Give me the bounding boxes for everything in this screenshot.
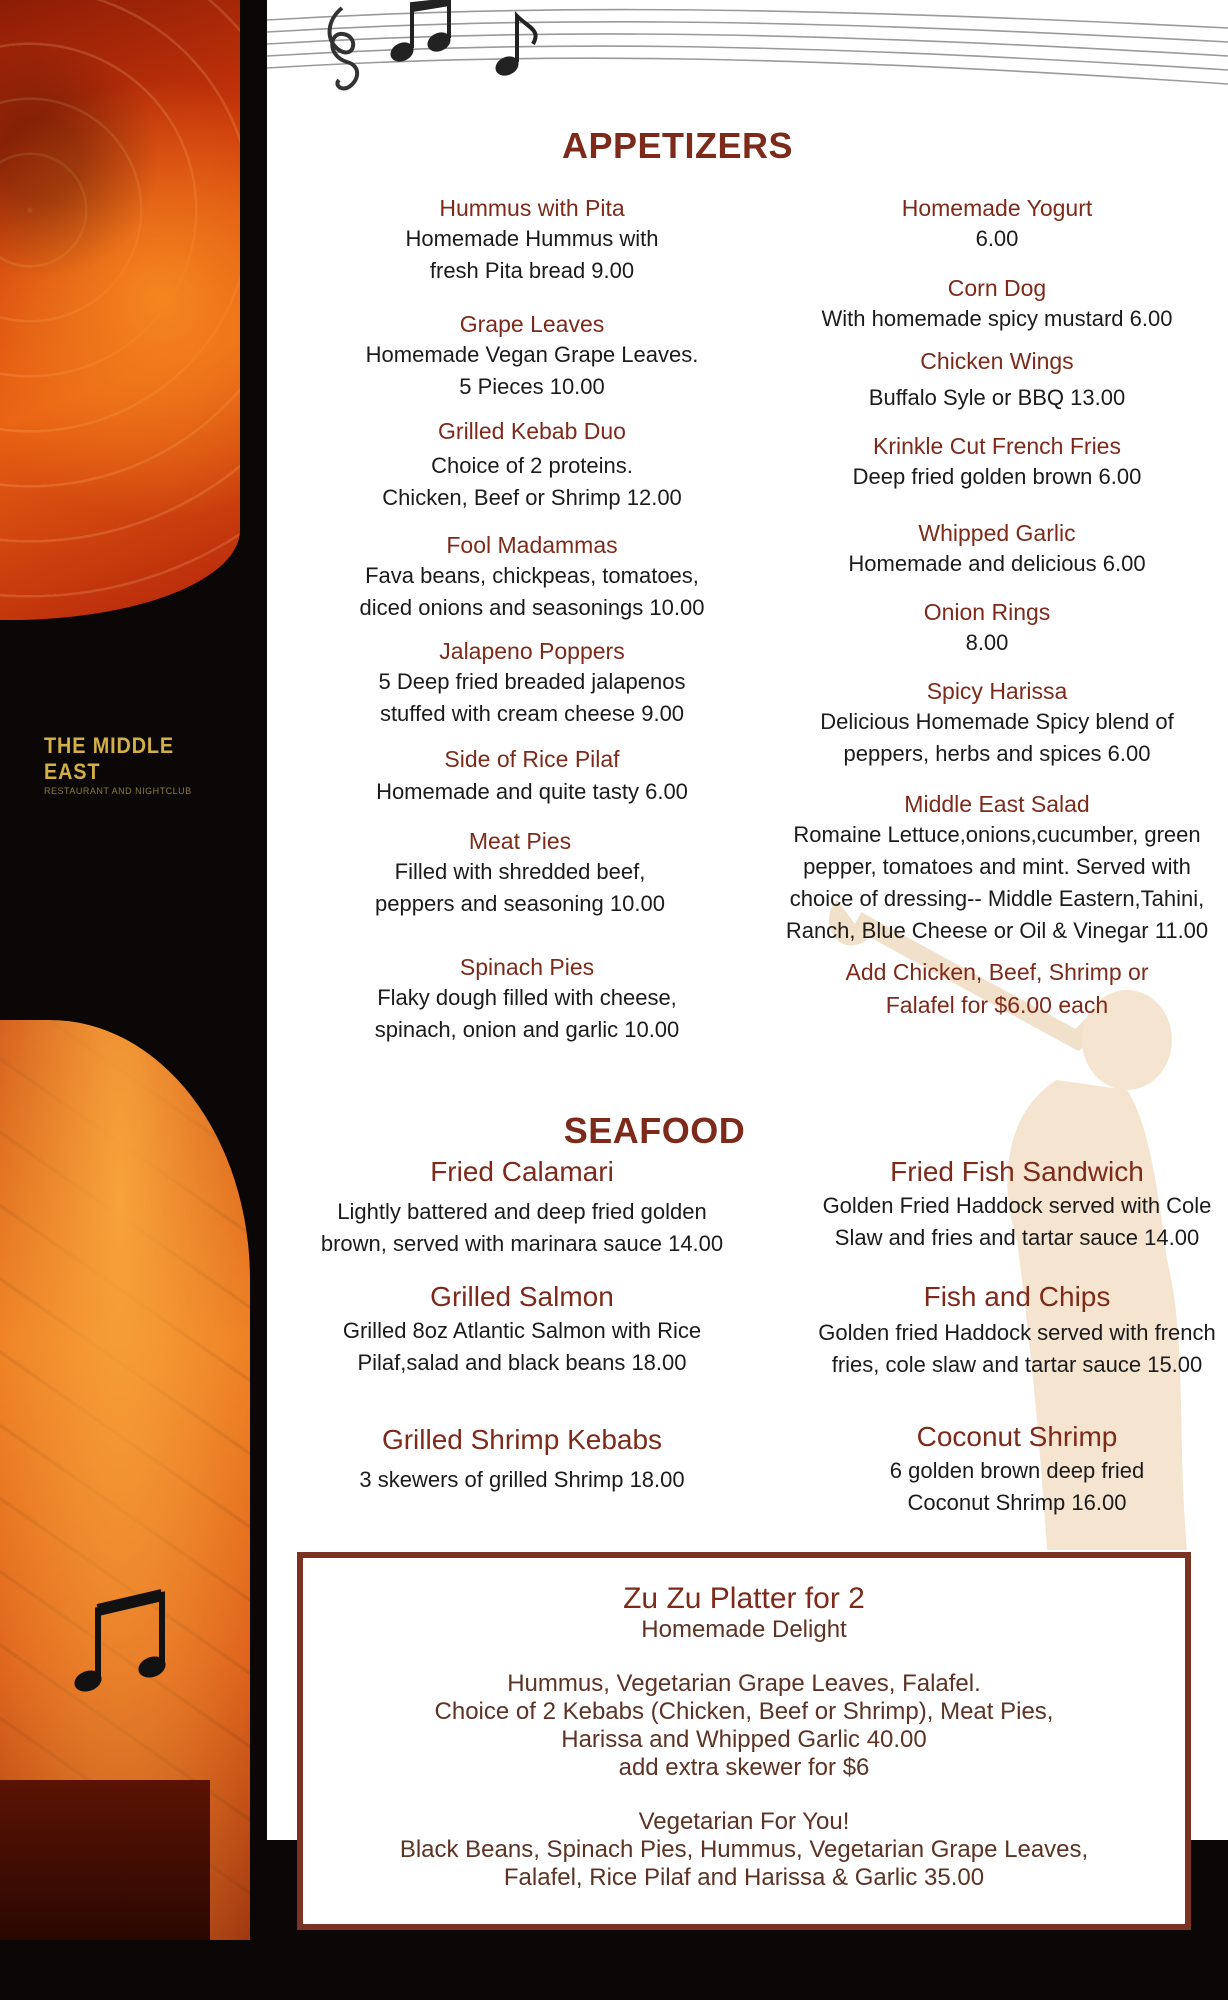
menu-item (747, 676, 1228, 770)
item-desc: Romaine Lettuce,onions,cucumber, green (793, 822, 1201, 847)
item-name: Grape Leaves (459, 311, 605, 337)
item-desc: Homemade and delicious 6.00 (848, 551, 1146, 576)
menu-item (290, 826, 750, 920)
item-name: Fried Calamari (430, 1156, 614, 1187)
item-desc: peppers and seasoning 10.00 (375, 891, 665, 916)
item-desc: 3 skewers of grilled Shrimp 18.00 (359, 1467, 685, 1492)
menu-item (747, 431, 1228, 493)
menu-item (302, 636, 762, 730)
item-name: Fool Madammas (446, 532, 618, 558)
menu-item (302, 744, 762, 808)
menu-item (747, 273, 1228, 335)
zu-zu-platter-box (297, 1552, 1191, 1930)
menu-item (292, 1154, 752, 1260)
item-name: Chicken Wings (920, 348, 1074, 374)
item-desc: Pilaf,salad and black beans 18.00 (357, 1350, 687, 1375)
vegetarian-title: Vegetarian For You! (638, 1808, 850, 1835)
item-desc: Homemade and quite tasty 6.00 (376, 779, 688, 804)
platter-title: Zu Zu Platter for 2 (623, 1582, 865, 1615)
decorative-side-art (0, 0, 270, 2000)
menu-item (302, 530, 762, 624)
menu-item (767, 1419, 1228, 1519)
item-desc: Buffalo Syle or BBQ 13.00 (868, 385, 1126, 410)
item-desc: pepper, tomatoes and mint. Served with (803, 854, 1191, 879)
menu-item (747, 518, 1228, 580)
item-name: Meat Pies (468, 828, 572, 854)
item-desc: Coconut Shrimp 16.00 (907, 1490, 1127, 1515)
item-name: Krinkle Cut French Fries (873, 433, 1121, 459)
item-desc: 5 Deep fried breaded jalapenos (378, 669, 686, 694)
menu-item (767, 1279, 1228, 1381)
item-desc: stuffed with cream cheese 9.00 (379, 701, 685, 726)
menu-item (292, 1279, 752, 1379)
item-desc: Slaw and fries and tartar sauce 14.00 (834, 1225, 1200, 1250)
item-desc: 8.00 (965, 630, 1009, 655)
item-desc: Deep fried golden brown 6.00 (852, 464, 1142, 489)
item-desc: Golden fried Haddock served with french (818, 1320, 1216, 1345)
platter-subtitle: Homemade Delight (641, 1616, 847, 1643)
logo-subtitle: RESTAURANT AND NIGHTCLUB (44, 786, 192, 796)
item-desc: Lightly battered and deep fried golden (337, 1199, 707, 1224)
item-desc: Homemade Vegan Grape Leaves. (365, 342, 699, 367)
item-name: Spicy Harissa (926, 678, 1068, 704)
menu-item (747, 193, 1228, 255)
seafood-heading: SEAFOOD (563, 1110, 746, 1151)
item-desc: Choice of 2 proteins. (431, 453, 633, 478)
addon-line: Falafel for $6.00 each (885, 992, 1109, 1018)
menu-item (302, 193, 762, 287)
item-desc: Flaky dough filled with cheese, (377, 985, 677, 1010)
item-name: Grilled Shrimp Kebabs (381, 1424, 663, 1455)
addon-line: Add Chicken, Beef, Shrimp or (845, 959, 1149, 985)
item-name: Middle East Salad (904, 791, 1090, 817)
restaurant-logo (44, 733, 234, 796)
platter-line: Harissa and Whipped Garlic 40.00 (561, 1726, 927, 1753)
platter-line: add extra skewer for $6 (618, 1754, 870, 1781)
item-name: Fish and Chips (923, 1281, 1111, 1312)
menu-item (292, 1422, 752, 1496)
item-desc: diced onions and seasonings 10.00 (359, 595, 705, 620)
menu-item (302, 416, 762, 514)
item-name: Side of Rice Pilaf (444, 746, 620, 772)
addon-note (747, 956, 1228, 1022)
item-desc: choice of dressing-- Middle Eastern,Tahini, (789, 886, 1205, 911)
item-desc: 6 golden brown deep fried (889, 1458, 1145, 1483)
vegetarian-line: Falafel, Rice Pilaf and Harissa & Garlic 35.00 (503, 1864, 985, 1891)
item-name: Grilled Kebab Duo (438, 418, 626, 444)
item-desc: Fava beans, chickpeas, tomatoes, (365, 563, 699, 588)
treble-clef-icon (330, 8, 358, 88)
item-name: Hummus with Pita (439, 195, 625, 221)
item-name: Homemade Yogurt (901, 195, 1093, 221)
item-name: Coconut Shrimp (916, 1421, 1118, 1452)
item-desc: Filled with shredded beef, (394, 859, 646, 884)
item-name: Fried Fish Sandwich (890, 1156, 1144, 1187)
menu-item (747, 346, 1228, 414)
appetizers-heading: APPETIZERS (561, 125, 794, 166)
menu-item (767, 1154, 1228, 1254)
orange-art-shadow (0, 1780, 210, 1940)
item-desc: fresh Pita bread 9.00 (429, 258, 635, 283)
item-name: Whipped Garlic (918, 520, 1076, 546)
item-name: Corn Dog (947, 275, 1047, 301)
beamed-notes-icon (70, 1585, 180, 1705)
platter-line: Choice of 2 Kebabs (Chicken, Beef or Shrimp), Meat Pies, (434, 1698, 1054, 1725)
music-staff-icon (267, 0, 1228, 100)
item-desc: Golden Fried Haddock served with Cole (822, 1193, 1212, 1218)
vegetarian-line: Black Beans, Spinach Pies, Hummus, Vegetarian Grape Leaves, (399, 1836, 1089, 1863)
item-desc: fries, cole slaw and tartar sauce 15.00 (831, 1352, 1203, 1377)
menu-item (302, 309, 762, 403)
item-desc: brown, served with marinara sauce 14.00 (320, 1231, 724, 1256)
item-desc: With homemade spicy mustard 6.00 (821, 306, 1173, 331)
item-desc: Ranch, Blue Cheese or Oil & Vinegar 11.00 (785, 918, 1209, 943)
item-desc: 5 Pieces 10.00 (459, 374, 605, 399)
logo-name: THE MIDDLE EAST (44, 733, 175, 784)
item-desc: Delicious Homemade Spicy blend of (820, 709, 1174, 734)
item-desc: spinach, onion and garlic 10.00 (374, 1017, 680, 1042)
platter-line: Hummus, Vegetarian Grape Leaves, Falafel. (507, 1670, 981, 1697)
menu-item (747, 789, 1228, 947)
item-name: Jalapeno Poppers (439, 638, 625, 664)
item-desc: Chicken, Beef or Shrimp 12.00 (382, 485, 682, 510)
menu-item (737, 597, 1228, 659)
item-desc: peppers, herbs and spices 6.00 (843, 741, 1151, 766)
item-desc: 6.00 (975, 226, 1019, 251)
menu-item (297, 952, 757, 1046)
item-desc: Grilled 8oz Atlantic Salmon with Rice (342, 1318, 702, 1343)
item-name: Spinach Pies (459, 954, 595, 980)
item-name: Grilled Salmon (430, 1281, 614, 1312)
item-name: Onion Rings (923, 599, 1051, 625)
orange-guitar-art-top (0, 0, 240, 620)
item-desc: Homemade Hummus with (405, 226, 659, 251)
